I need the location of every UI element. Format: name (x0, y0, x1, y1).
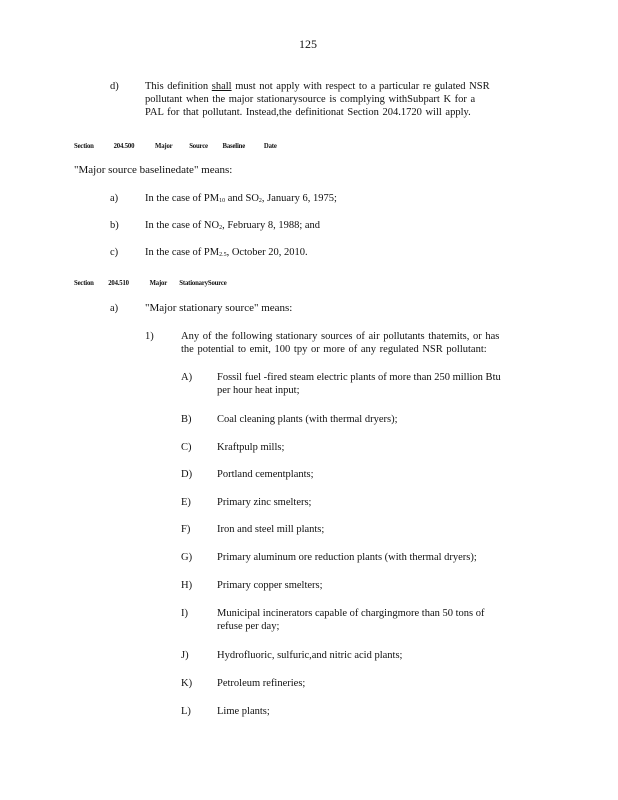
para-d-line2: pollutant when the major stationarysource is complying withSubpart K for a (145, 94, 476, 105)
baseline-item-b (145, 219, 320, 232)
heading-word: Section (74, 278, 94, 287)
major-source-baseline-intro: "Major source baselinedate" means: (74, 164, 233, 176)
heading-word: Major (155, 141, 173, 150)
heading-word: Baseline (222, 141, 246, 150)
item-label: c) (110, 247, 119, 258)
list-item: Kraftpulp mills; (217, 442, 285, 453)
list-item-label: D) (181, 469, 193, 480)
heading-word: StationarySource (179, 278, 227, 287)
heading-number: 204.500 (113, 141, 135, 150)
list-item-label: A) (181, 372, 193, 383)
list-item-label: H) (181, 580, 193, 591)
para-d-pre: This definition (145, 81, 212, 92)
item-text: and SO (225, 193, 259, 204)
list-item-continuation: per hour heat input; (217, 385, 300, 396)
heading-number: 204.510 (108, 278, 129, 287)
baseline-item-a (145, 192, 337, 205)
para-d-line1 (145, 80, 490, 93)
heading-word: Section (74, 141, 94, 150)
list-item: Iron and steel mill plants; (217, 524, 325, 535)
list-item: Portland cementplants; (217, 469, 314, 480)
list-item: Primary zinc smelters; (217, 497, 312, 508)
list-item: Hydrofluoric, sulfuric,and nitric acid plants; (217, 650, 403, 661)
item-label: a) (110, 193, 119, 204)
item-text: In the case of PM (145, 193, 220, 204)
list-item-continuation: refuse per day; (217, 621, 280, 632)
baseline-item-c (145, 246, 308, 259)
list-item-label: B) (181, 414, 192, 425)
subscript: 2 (258, 198, 262, 204)
heading-word: Source (189, 141, 208, 150)
list-item-label: F) (181, 524, 191, 535)
stationary-line2: the potential to emit, 100 tpy or more of any regulated NSR pollutant: (181, 344, 487, 355)
list-item: Primary copper smelters; (217, 580, 323, 591)
heading-word: Date (263, 141, 277, 150)
list-item: Primary aluminum ore reduction plants (with thermal dryers); (217, 552, 477, 563)
section-heading-204-500 (74, 139, 277, 152)
list-item: Fossil fuel -fired steam electric plants of more than 250 million Btu (217, 372, 501, 383)
stationary-line1: Any of the following stationary sources of air pollutants thatemits, or has (181, 331, 500, 342)
page-number: 125 (299, 37, 317, 51)
list-item: Lime plants; (217, 706, 270, 717)
list-item: Petroleum refineries; (217, 678, 306, 689)
list-item-label: J) (181, 650, 189, 661)
list-item: Municipal incinerators capable of chargingmore than 50 tons of (217, 608, 485, 619)
item-text: In the case of PM (145, 247, 220, 258)
struck-word: shall (211, 81, 232, 92)
list-item-label: E) (181, 497, 191, 508)
list-item-label: I) (181, 608, 188, 619)
section-heading-204-510 (74, 276, 227, 289)
heading-word: Major (149, 278, 168, 287)
para-d-after: must not apply with respect to a particular re gulated NSR (231, 81, 490, 92)
list-item-label: K) (181, 678, 193, 689)
subscript: 10 (219, 198, 226, 204)
item-text: , October 20, 2010. (226, 247, 308, 258)
major-stationary-source-intro: "Major stationary source" means: (145, 302, 293, 314)
list-item-label: C) (181, 442, 192, 453)
item-text: , January 6, 1975; (261, 193, 337, 204)
item-label: b) (110, 220, 119, 231)
list-item-label: G) (181, 552, 193, 563)
item-label: 1) (145, 331, 154, 342)
item-label: a) (110, 303, 119, 314)
para-d-label: d) (110, 81, 119, 92)
list-item-label: L) (181, 706, 191, 717)
item-text: , February 8, 1988; and (222, 220, 321, 231)
subscript: 2.5 (219, 252, 227, 258)
item-text: In the case of NO (145, 220, 220, 231)
para-d-line3: PAL for that pollutant. Instead,the definitionat Section 204.1720 will apply. (145, 107, 471, 118)
list-item: Coal cleaning plants (with thermal dryers); (217, 414, 398, 425)
subscript: 2 (219, 225, 223, 231)
